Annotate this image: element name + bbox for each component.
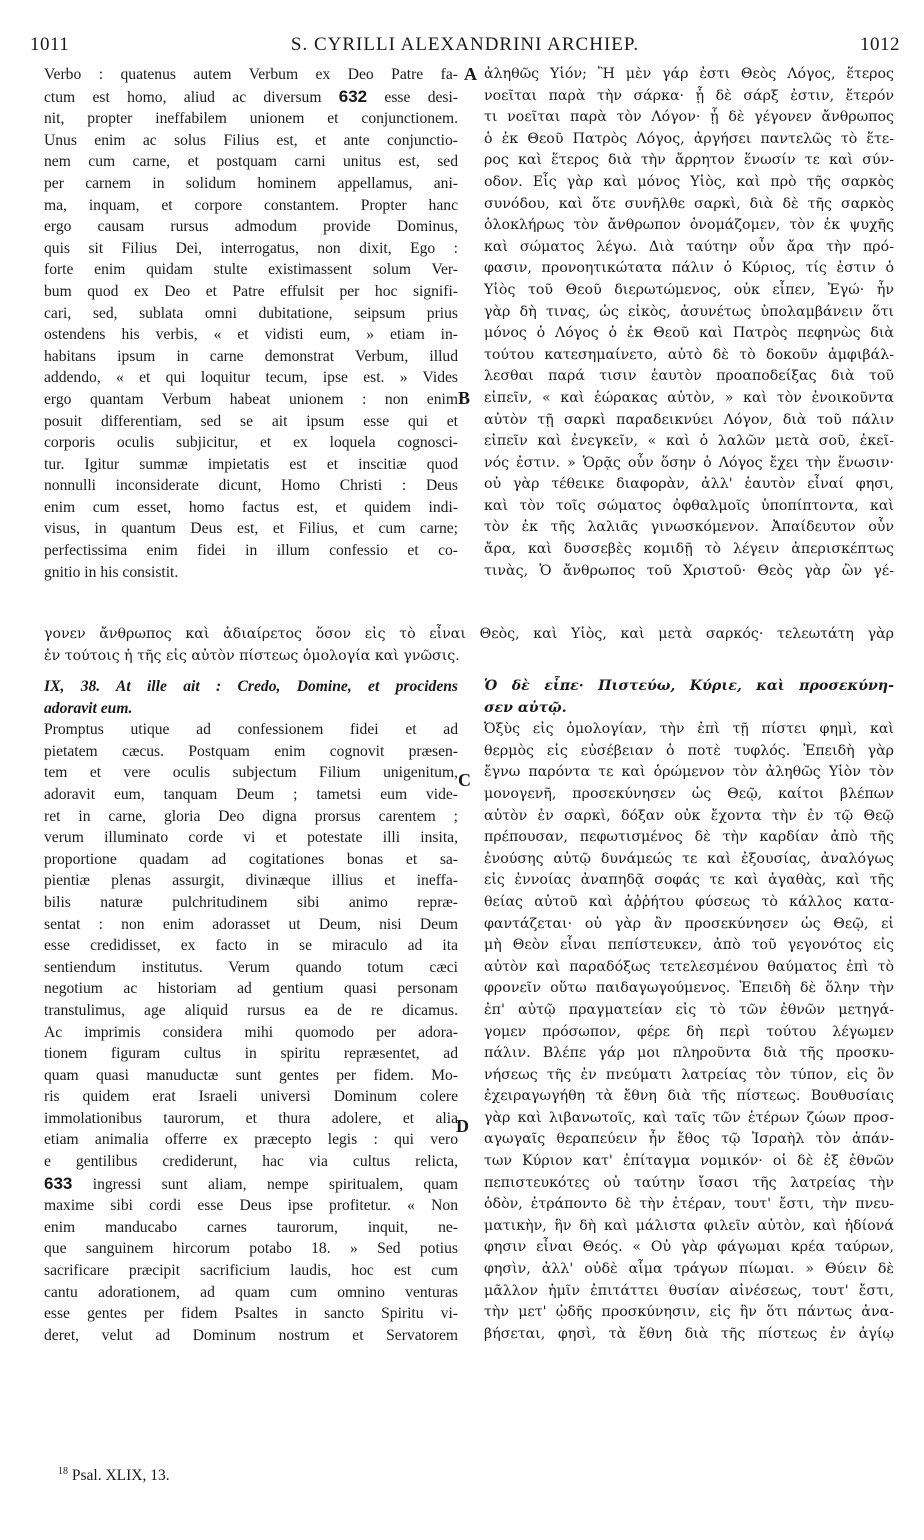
text-line: Unus enim ac solus Filius est, et ante conjunctio- xyxy=(44,131,458,149)
text-line: nem cum carne, et postquam carni unitus est, sed xyxy=(44,153,458,171)
latin-column-bottom xyxy=(44,676,458,1346)
margin-letter-a: A xyxy=(464,64,477,84)
text-line: γὰρ καὶ λιβανωτοῖς, καὶ ταῖς τῶν ἑτέρων ζώων προσ- xyxy=(484,1109,894,1126)
latin-heading-line: IX, 38. At ille ait : Credo, Domine, et procidens xyxy=(44,678,458,695)
text-line: ἀληθῶς Υἱόν; Ἢ μὲν γάρ ἐστι Θεὸς Λόγος, ἕτερος xyxy=(484,66,894,82)
text-line: των Κύριον κατ' ἐπίταγμα νομικόν· οἱ δὲ ἐξ ἐθνῶν xyxy=(484,1153,894,1170)
text-line: θείας αὐτοῦ καὶ ἀῤῥήτου φύσεως τὸ κάλλος κατα- xyxy=(484,893,894,910)
text-line: λεσθαι παρά τισιν ἑαυτὸν προαποδείξας διὰ τοῦ xyxy=(484,368,894,385)
text-line: νοεῖται παρὰ τὴν σάρκα· ᾗ δὲ σάρξ ἐστιν, ἕτερόν xyxy=(484,87,894,104)
text-line: sentat : non enim adorasset ut Deum, nisi Deum xyxy=(44,915,458,933)
text-line: ergo quantam Verbum habeat unionem : non enim xyxy=(44,390,458,408)
greek-heading-line: σεν αὐτῷ. xyxy=(484,699,567,716)
text-line: Υἱὸς τοῦ Θεοῦ διερωτώμενος, οὐκ εἶπεν, Ἐγώ· ἦν xyxy=(484,281,894,298)
text-line: e gentilibus crediderunt, hac via cultus relicta, xyxy=(44,1153,458,1171)
text-line: deret, velut ad Dominum nostrum et Servatorem xyxy=(44,1326,458,1344)
text-line: τὴν μετ' ᾠδῆς προσκύνησιν, εἰς ἣν ὅτι πάντως ἀνα- xyxy=(484,1304,894,1321)
margin-letter-c: C xyxy=(458,770,471,790)
text-line: Promptus utique ad confessionem fidei et ad xyxy=(44,721,458,739)
latin-column-top xyxy=(44,64,458,583)
text-line: bum quod ex Deo et Patre effulsit per hoc signifi- xyxy=(44,282,458,300)
text-line: habitans ipsum in carne demonstrat Verbum, illud xyxy=(44,347,458,365)
page-header xyxy=(30,34,900,58)
text-line: μονογενῆ, προσεκύνησεν ὡς Θεῷ, καίτοι βλέπων xyxy=(484,785,894,802)
text-line: que sanguinem hircorum potabo 18. » Sed potius xyxy=(44,1240,458,1258)
text-line: φαντάζεται· οὐ γὰρ ἂν προσεκύνησεν ὡς Θεῷ, εἰ xyxy=(484,915,894,932)
text-line: εἰς ἐννοίας ἀναπηδᾷ σοφάς τε καὶ ἀγαθὰς, καὶ τῆς xyxy=(484,872,894,889)
text-line: ostendens his verbis, « et vidisti eum, » etiam in- xyxy=(44,326,458,344)
footnote xyxy=(58,1466,170,1485)
text-line: εἰπεῖν καὶ ἐνεγκεῖν, « καὶ ὁ λαλῶν μετὰ σοῦ, ἐκεῖ- xyxy=(484,433,894,450)
text-line: πεπιστευκότες οὐ ταύτην ἴσασι τῆς λατρείας τὴν xyxy=(484,1174,894,1191)
text-line: nit, propter ineffabilem unionem et conjunctionem. xyxy=(44,110,458,128)
greek-full-width-text xyxy=(44,624,894,667)
text-line: quam quasi manuductæ sunt gentes per fidem. Mo- xyxy=(44,1066,458,1084)
text-line: ris quidem erat Israeli universi Dominum colere xyxy=(44,1088,458,1106)
text-line: οδον. Εἷς γὰρ καὶ μόνος Υἱὸς, καὶ πρὸ τῆς σαρκὸς xyxy=(484,173,894,190)
text-line: ὁ ἐκ Θεοῦ Πατρὸς Λόγος, ἀργήσει παντελῶς τὸ ἕτε- xyxy=(484,130,894,147)
text-line: τούτου κατεσημαίνετο, αὐτὸ δὲ τὸ δοκοῦν ἀμφιβάλ- xyxy=(484,346,894,363)
text-line: γὰρ δὴ τινας, ὡς εἰκὸς, ἀσυνέτως ὑπολαμβάνειν ὅτι xyxy=(484,303,894,320)
text-line: etiam animalia offerre ex præcepto legis : qui vero xyxy=(44,1131,458,1149)
text-line: θερμὸς εἰς εὐσέβειαν ὁ ποτὲ τυφλός. Ἐπειδὴ γὰρ xyxy=(484,742,894,759)
text-line: ἐνούσης αὐτῷ δυνάμεώς τε καὶ ἐξουσίας, ἀναλόγως xyxy=(484,850,894,867)
text-line: immolationibus taurorum, et thura adolere, et alia xyxy=(44,1109,458,1127)
text-line: ctum est homo, aliud ac diversum 632 esse desi- xyxy=(44,86,458,106)
text-line: ὁδὸν, ἐτράποντο δὲ τὴν ἑτέραν, τουτ' ἔστι, τὴν πνευ- xyxy=(484,1196,894,1213)
text-line: καὶ σώματος λέγω. Διὰ ταύτην οὖν ἄρα τὴν πρό- xyxy=(484,238,894,255)
text-line: posuit differentiam, sed se ait ipsum esse qui et xyxy=(44,412,458,430)
text-line: ὁλοκλήρως τὸν ἄνθρωπον ὀνομάζομεν, τὸν ἐκ ψυχῆς xyxy=(484,217,894,234)
text-line: esse gentes per fidem Psaltes in sancto Spiritu vi- xyxy=(44,1305,458,1323)
text-line: proportione quadam ad cogitationes bonas et sa- xyxy=(44,850,458,868)
text-line: ἐχειραγωγήθη τὰ ἔθνη διὰ τῆς πίστεως. Βουθυσίαις xyxy=(484,1088,894,1105)
column-number: 632 xyxy=(338,86,368,106)
text-line: 633 ingressi sunt aliam, nempe spiritualem, quam xyxy=(44,1173,458,1193)
text-line: ἐν τούτοις ἡ τῆς εἰς αὐτὸν πίστεως ὁμολογία καὶ γνῶσις. xyxy=(44,647,460,664)
text-line: tionem figuram cultus in spiritu repræsentet, ad xyxy=(44,1045,458,1063)
text-line: per carnem in solidum hominem appellamus, ani- xyxy=(44,174,458,192)
text-line: transtulimus, age aliquid rursus ea de re dicamus. xyxy=(44,1001,458,1019)
text-line: perfectissima enim fidei in illum confessio et co- xyxy=(44,542,458,560)
text-line: bilis naturæ pulchritudinem sibi animo repræ- xyxy=(44,893,458,911)
running-title: S. CYRILLI ALEXANDRINI ARCHIEP. xyxy=(290,34,640,55)
text-line: φησὶν, ἀλλ' οὐδὲ αἷμα τράγων πίωμαι. » Θύειν δὲ xyxy=(484,1261,894,1278)
text-line: nonnulli inconsiderate dicunt, Homo Christi : Deus xyxy=(44,477,458,495)
text-line: quis sit Filius Dei, interrogatus, non dixit, Ego : xyxy=(44,239,458,257)
text-line: ma, inquam, et corpore constantem. Propter hanc xyxy=(44,196,458,214)
text-line: ἔγνω παρόντα τε καὶ ὁρώμενον τὸν ἀληθῶς Υἱὸν τὸν xyxy=(484,764,894,781)
text-line: ρος καὶ ἕτερος διὰ τὴν ἄρρητον ἕνωσίν τε καὶ σύν- xyxy=(484,152,894,169)
text-line: addendo, « et qui loquitur tecum, ipse est. » Vides xyxy=(44,369,458,387)
right-page-number: 1012 xyxy=(860,34,900,55)
text-line: esse credidisset, ex facto in se miraculo ad ita xyxy=(44,937,458,955)
text-line: νήσεως τῆς ἐν πνεύματι λατρείας τὸν τύπον, εἰς ὃν xyxy=(484,1066,894,1083)
latin-heading-line: adoravit eum. xyxy=(44,699,133,717)
text-line: enim cum esset, homo factus est, et quidem indi- xyxy=(44,498,458,516)
footnote-text: Psal. XLIX, 13. xyxy=(71,1467,170,1485)
text-line: tur. Igitur summæ impietatis est et inscitiæ quod xyxy=(44,455,458,473)
text-line: μᾶλλον ἡμῖν ἐπιτάττει θυσίαν αἰνέσεως, τουτ' ἔστι, xyxy=(484,1282,894,1299)
text-line: ergo causam rursus admodum provide Dominus, xyxy=(44,218,458,236)
text-line: μόνος ὁ Λόγος ὁ ἐκ Θεοῦ καὶ Πατρὸς πεφηνὼς διὰ xyxy=(484,325,894,342)
text-line: καὶ τὸν τοῖς σώματος ὀφθαλμοῖς ὑποπίπτοντα, καὶ xyxy=(484,497,894,514)
column-number: 633 xyxy=(44,1173,73,1193)
text-line: pietatem cæcus. Postquam enim cognovit præsen- xyxy=(44,742,458,760)
footnote-mark: 18 xyxy=(58,1466,68,1477)
text-line: ret in carne, gloria Deo digna prorsus carentem ; xyxy=(44,807,458,825)
text-line: enim manducabo carnes taurorum, inquit, ne- xyxy=(44,1218,458,1236)
text-line: βήσεται, φησὶ, τὰ ἔθνη διὰ τῆς πίστεως ἐν ἁγίῳ xyxy=(484,1325,894,1342)
text-line: αὐτὸν τῇ σαρκὶ παραδεικνύει Λόγον, διὰ τοῦ πάλιν xyxy=(484,411,894,428)
margin-letter-b: B xyxy=(458,388,471,408)
text-line: maxime sibi cordi esse Deus ipse profitetur. « Non xyxy=(44,1197,458,1215)
text-line: verum illuminato corde vi et potestate illi insita, xyxy=(44,829,458,847)
text-line: sentiendum institutus. Verum quando totum cæci xyxy=(44,958,458,976)
text-line: adoravit eum, tanquam Deum ; tametsi eum vide- xyxy=(44,785,458,803)
text-line: γονεν ἄνθρωπος καὶ ἀδιαίρετος ὅσον εἰς τὸ εἶναι Θεὸς, καὶ Υἱὸς, καὶ μετὰ σαρκός· τελεωτάτη γὰρ xyxy=(44,626,894,642)
text-line: ματικὴν, ἣν δὴ καὶ μάλιστα φιλεῖν αὐτὸν, καὶ ἡδίονά xyxy=(484,1217,894,1234)
text-line: τι νοεῖται παρὰ τὸν Λόγον· ᾗ δὲ γέγονεν ἄνθρωπος xyxy=(484,109,894,126)
text-line: negotium ac historiam ad gentium quasi personam xyxy=(44,980,458,998)
text-line: ἄρα, καὶ δυσσεβὲς κομιδῇ τὸ λέγειν ἀπερισκέπτως xyxy=(484,541,894,558)
greek-column-bottom xyxy=(484,676,894,1345)
greek-heading-line: Ὁ δὲ εἶπε· Πιστεύω, Κύριε, καὶ προσεκύνη- xyxy=(484,678,894,694)
text-line: αὐτὸν καὶ παραδόξως τετελεσμένου θαύματος ἐπὶ τὸ xyxy=(484,958,894,975)
text-line: forte enim quidam stulte existimassent solum Ver- xyxy=(44,261,458,279)
text-line: πάλιν. Βλέπε γάρ μοι πληροῦντα διὰ τῆς προσκυ- xyxy=(484,1045,894,1062)
margin-letter-d: D xyxy=(456,1116,469,1136)
text-line: gnitio in his consistit. xyxy=(44,563,179,581)
text-line: αγωγαῖς θεραπεύειν ἦν ἔθος τῷ Ἰσραὴλ τὸν ἁπάν- xyxy=(484,1131,894,1148)
text-line: φρονεῖν οὕτω παιδαγωγούμενος. Ἐπειδὴ δὲ ὅλην τὴν xyxy=(484,980,894,997)
text-line: εἰπεῖν, « καὶ ἑώρακας αὐτὸν, » καὶ τὸν ἐνοικοῦντα xyxy=(484,389,894,406)
text-line: corporis oculis subjicitur, et ex loquela cognosci- xyxy=(44,434,458,452)
text-line: visus, in quantum Deus est, et Filius, et cum carne; xyxy=(44,520,458,538)
text-line: φησιν εἶναι Θεός. « Οὐ γὰρ φάγωμαι κρέα ταύρων, xyxy=(484,1239,894,1256)
text-line: τὸν ἐκ τῆς λαλιᾶς γινωσκόμενον. Ἀπαίδευτον οὖν xyxy=(484,519,894,536)
text-line: πρέπουσαν, πεφωτισμένος δὲ τὴν καρδίαν ἀπὸ τῆς xyxy=(484,829,894,846)
text-line: pientiæ plenas assurgit, divinæque illius et ineffa- xyxy=(44,872,458,890)
text-line: τινὰς, Ὁ ἄνθρωπος τοῦ Χριστοῦ· Θεὸς γὰρ ὢν γέ- xyxy=(484,562,894,579)
text-line: cari, sed, sublata omni dubitatione, seipsum prius xyxy=(44,304,458,322)
text-line: νός ἐστιν. » Ὁρᾷς οὖν ὅσην ὁ Λόγος ἔχει τὴν ἕνωσιν· xyxy=(484,454,894,471)
text-line: ἐπ' αὐτῷ πραγματείαν εἰς τὸ τῶν ἐθνῶν μετηγά- xyxy=(484,1001,894,1018)
greek-column-top xyxy=(484,64,894,582)
text-line: γομεν πρόσωπον, φέρε δὴ περὶ τούτου λέγωμεν xyxy=(484,1023,894,1040)
text-line: φασιν, προνοητικώτατα πάλιν ὁ Κύριος, τίς ἐστιν ὁ xyxy=(484,260,894,277)
text-line: αὐτὸν ἐν σαρκὶ, δόξαν οὐκ ἔχοντα τὴν ἐν τῷ Θεῷ xyxy=(484,807,894,824)
text-line: οὐ γὰρ τέθεικε διαφορὰν, ἀλλ' ἑαυτὸν εἶναί φησι, xyxy=(484,476,894,493)
text-line: Ac imprimis considera mihi quomodo per adora- xyxy=(44,1023,458,1041)
text-line: συνόδου, καὶ ὅτε συνῆλθε σαρκὶ, διὰ δὲ τῆς σαρκὸς xyxy=(484,195,894,212)
text-line: tem et vere oculis subjectum Filium unigenitum, xyxy=(44,764,458,782)
left-page-number: 1011 xyxy=(30,34,70,55)
text-line: Verbo : quatenus autem Verbum ex Deo Patre fa- xyxy=(44,66,458,83)
text-line: cantu adorationem, ad quam cum omnino venturas xyxy=(44,1283,458,1301)
text-line: sacrificare præcipit sacrificium laudis, hoc est cum xyxy=(44,1262,458,1280)
text-line: μὴ Θεὸν εἶναι πεπίστευκεν, ἀπὸ τοῦ γεγονότος εἰς xyxy=(484,937,894,954)
text-line: Ὀξὺς εἰς ὁμολογίαν, τὴν ἐπὶ τῇ πίστει φημὶ, καὶ xyxy=(484,721,894,738)
